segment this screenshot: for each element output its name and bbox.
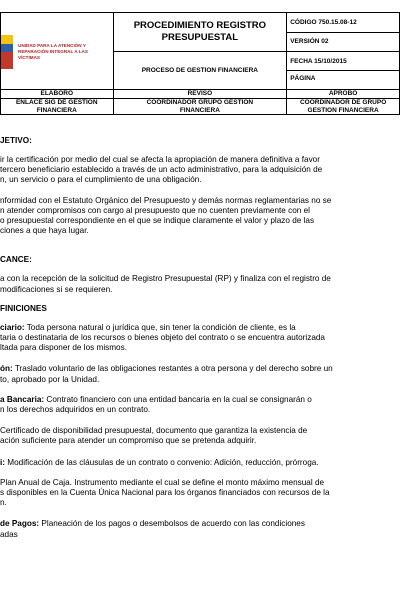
document-title: PROCEDIMIENTO REGISTRO PRESUPUESTAL: [113, 13, 287, 52]
definition-text: taria o destinataria de los recursos o bienes objeto del contrato o se encuentra autorizada: [0, 333, 325, 343]
definition-item: [0, 426, 400, 446]
reviso-role: COORDINADOR GRUPO GESTION FINANCIERA: [113, 99, 287, 115]
header-table: [0, 12, 400, 115]
definition-text: Certificado de disponibilidad presupuestal, documento que garantiza la existencia de: [0, 426, 308, 436]
definition-text: Modificación de las cláusulas de un contrato o convenio: Adición, reducción, prórroga.: [5, 457, 319, 467]
unidad-victimas-logo-icon: [1, 35, 13, 69]
definition-term: ón:: [0, 364, 13, 374]
definition-text: to, aprobado por la Unidad.: [0, 374, 100, 384]
definition-item: [0, 478, 400, 509]
definition-text: n los derechos adquiridos en un contrato.: [0, 405, 151, 415]
definition-text: Plan Anual de Caja. Instrumento mediante el cual se define el monto máximo mensual de: [0, 477, 325, 487]
objetivo-paragraph-2: nformidad con el Estatuto Orgánico del Presupuesto y demás normas reglamentarias no se n atender compromisos con cargo al presupuesto que no cuenten previamente con el o presupuestal correspondiente en el que se indique claramente el valor y plazo de las ciones a que haya lugar.: [0, 195, 332, 236]
definiciones-list: [0, 323, 400, 540]
objetivo-heading: JETIVO:: [0, 136, 32, 145]
definition-term: de Pagos:: [0, 519, 40, 529]
definition-term: i:: [0, 457, 6, 467]
definition-text: Contrato financiero con una entidad bancaria en la cual se consignarán o: [44, 394, 312, 404]
definition-term: ciario:: [0, 322, 25, 332]
definition-term: a Bancaria:: [0, 394, 45, 404]
document-date: FECHA 15/10/2015: [287, 54, 399, 71]
document-page: PÁGINA: [290, 75, 316, 83]
alcance-heading: CANCE:: [0, 255, 32, 265]
definition-text: n.: [0, 498, 7, 508]
elaboro-head: ELABORO: [1, 90, 114, 99]
alcance-paragraph: a con la recepción de la solicitud de Registro Presupuestal (RP) y finaliza con el registro de modificaciones si se requieren.: [0, 274, 331, 294]
definition-text: adas: [0, 529, 18, 539]
objetivo-paragraph-1: ir la certificación por medio del cual se afecta la apropiación de manera definitiva a favor tercero beneficiario establecido a través de un acto administrativo, para la adquisición de n, un servicio o para el cumplimiento de una obligación.: [0, 155, 323, 185]
definition-item: [0, 323, 400, 354]
definition-item: [0, 395, 400, 415]
elaboro-role: ENLACE SIG DE GESTION FINANCIERA: [1, 99, 114, 115]
aprobo-role: COORDINADOR DE GRUPO GESTION FINANCIERA: [287, 99, 400, 115]
process-name: PROCESO DE GESTION FINANCIERA: [113, 52, 287, 90]
definition-item: [0, 364, 400, 384]
logo-text: UNIDAD PARA LA ATENCIÓN Y REPARACIÓN INTEGRAL A LAS VÍCTIMAS: [18, 43, 88, 60]
definition-item: [0, 458, 400, 468]
reviso-head: REVISO: [113, 90, 287, 99]
definition-text: ltada para disponer de los mismos.: [0, 343, 127, 353]
definition-item: [0, 519, 400, 539]
logo-cell: [1, 13, 114, 90]
document-code: CÓDIGO 750.15.08-12: [287, 13, 400, 33]
document-version: VERSIÓN 02: [287, 32, 400, 52]
definition-text: s disponibles en la Cuenta Única Nacional para los órganos financiados con recursos de la: [0, 488, 330, 498]
definition-text: ación suficiente para atender un compromiso que se pretenda adquirir.: [0, 436, 257, 446]
definition-text: Toda persona natural o jurídica que, sin tener la condición de cliente, es la: [24, 322, 296, 332]
aprobo-head: APROBO: [287, 90, 400, 99]
document-header: [0, 12, 400, 126]
definiciones-heading: FINICIONES: [0, 303, 47, 313]
document-body: [0, 126, 400, 540]
definition-text: Planeación de los pagos o desembolsos de acuerdo con las condiciones: [39, 519, 305, 529]
definition-text: Traslado voluntario de las obligaciones restantes a otra persona y del derecho sobre un: [12, 364, 333, 374]
